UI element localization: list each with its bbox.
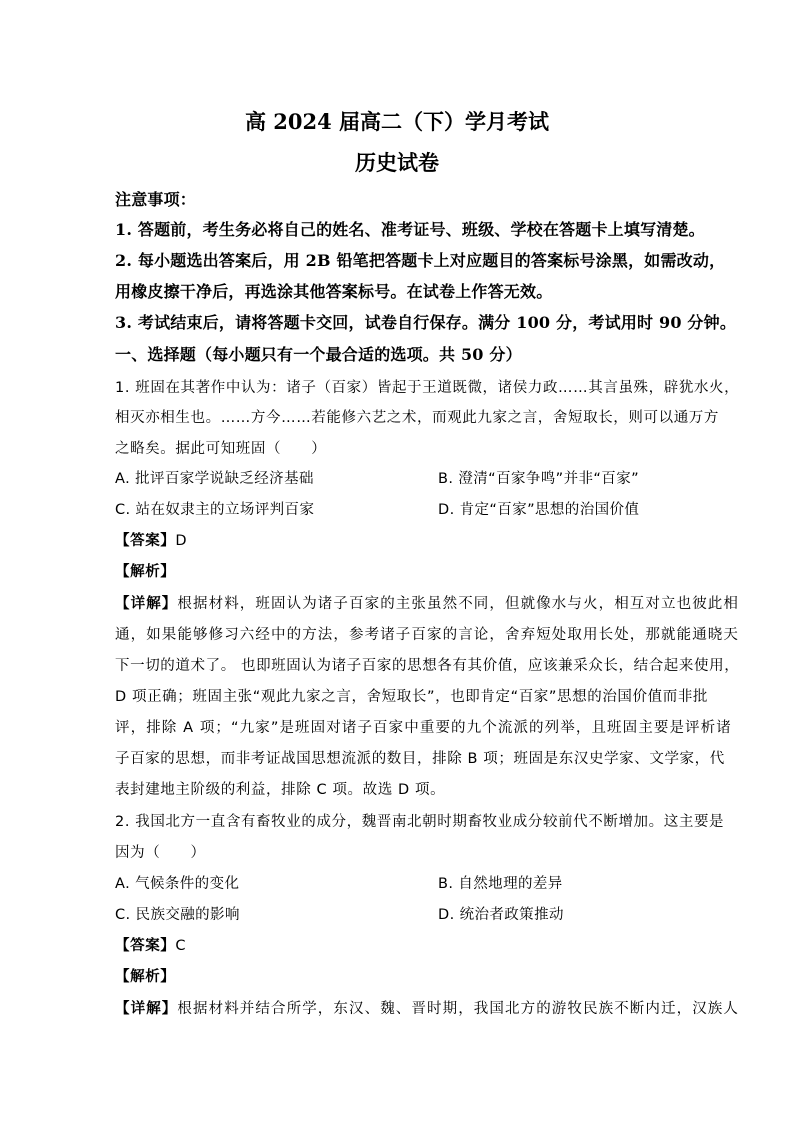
detail-text: 根据材料并结合所学，东汉、魏、晋时期，我国北方的游牧民族不断内迁，汉族人	[177, 1001, 740, 1017]
q1-option-a: A. 批评百家学说缺乏经济基础	[115, 471, 314, 487]
q1-stem-line: 相灭亦相生也。……方今……若能修六艺之术，而观此九家之言，舍短取长，则可以通万方	[115, 410, 719, 426]
answer-tag: 【答案】	[115, 533, 176, 549]
q2-stem-line: 2. 我国北方一直含有畜牧业的成分，魏晋南北朝时期畜牧业成分较前代不断增加。这主要是	[115, 814, 725, 830]
q2-option-c: C. 民族交融的影响	[115, 907, 240, 923]
q1-detail-line: 评，排除 A 项；“九家”是班固对诸子百家中重要的九个流派的列举，且班固主要是评析诸	[115, 720, 732, 736]
q1-detail-line: 表封建地主阶级的利益，排除 C 项。故选 D 项。	[115, 782, 446, 798]
notice-line: 2. 每小题选出答案后，用 2B 铅笔把答题卡上对应题目的答案标号涂黑，如需改动，	[115, 251, 726, 270]
q1-detail-line: 通，如果能够修习六经中的方法，参考诸子百家的言论，舍弃短处取用长处，那就能通晓天	[115, 627, 739, 643]
q1-option-c: C. 站在奴隶主的立场评判百家	[115, 502, 315, 518]
q1-analysis-tag	[115, 560, 175, 581]
notice-heading: 注意事项：	[115, 190, 197, 209]
q2-option-d: D. 统治者政策推动	[438, 907, 564, 923]
q2-option-b: B. 自然地理的差异	[438, 876, 563, 892]
answer-value: C	[175, 938, 187, 954]
exam-title: 高 2024 届高二（下）学月考试	[244, 109, 550, 134]
analysis-tag: 【解析】	[115, 564, 176, 580]
q2-detail-line	[115, 997, 739, 1018]
q1-stem-line: 之略矣。据此可知班固（ ）	[115, 441, 327, 457]
q2-analysis-tag	[115, 965, 175, 986]
q1-stem-line: 1. 班固在其著作中认为：诸子（百家）皆起于王道既微，诸侯力政……其言虽殊，辟犹水火，	[115, 380, 740, 396]
detail-tag: 【详解】	[115, 596, 178, 612]
q1-detail-line: 下一切的道术了。 也即班固认为诸子百家的思想各有其价值，应该兼采众长，结合起来使用，	[115, 658, 740, 674]
q1-option-b: B. 澄清“百家争鸣”并非“百家”	[438, 471, 640, 487]
q2-stem-line: 因为（ ）	[115, 845, 206, 861]
exam-subject: 历史试卷	[355, 150, 439, 175]
detail-text: 根据材料，班固认为诸子百家的主张虽然不同，但就像水与火，相互对立也彼此相	[177, 596, 740, 612]
q1-detail-line: 子百家的思想，而非考证战国思想流派的数目，排除 B 项；班固是东汉史学家、文学家，代	[115, 751, 725, 767]
section-heading: 一、选择题（每小题只有一个最合适的选项。共 50 分）	[115, 345, 522, 364]
answer-tag: 【答案】	[115, 938, 176, 954]
q1-option-d: D. 肯定“百家”思想的治国价值	[438, 502, 640, 518]
q2-option-a: A. 气候条件的变化	[115, 876, 240, 892]
notice-line: 1. 答题前，考生务必将自己的姓名、准考证号、班级、学校在答题卡上填写清楚。	[115, 220, 705, 239]
q1-detail-line: D 项正确；班固主张“观此九家之言，舍短取长”，也即肯定“百家”思想的治国价值而非批	[115, 689, 709, 705]
notice-line: 用橡皮擦干净后，再选涂其他答案标号。在试卷上作答无效。	[115, 282, 553, 301]
analysis-tag: 【解析】	[115, 969, 176, 985]
detail-tag: 【详解】	[115, 1001, 178, 1017]
q1-answer	[115, 529, 187, 550]
q2-answer	[115, 934, 186, 955]
answer-value: D	[175, 533, 188, 549]
notice-line: 3. 考试结束后，请将答题卡交回，试卷自行保存。满分 100 分，考试用时 90 分钟。	[115, 313, 737, 332]
q1-detail-line	[115, 592, 739, 613]
